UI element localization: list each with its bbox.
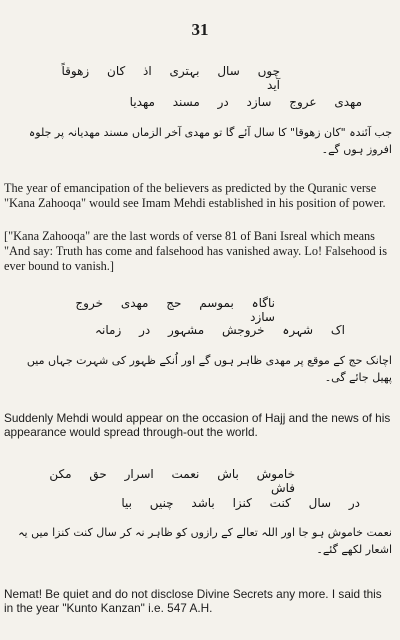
english-translation: Nemat! Be quiet and do not disclose Divine Secrets any more. I said this in the year "Kunto Kanzan" i.e. 547 A.H. <box>4 587 382 616</box>
page-number: 31 <box>191 20 209 39</box>
urdu-verse-line: مھدی عروج سازد در مسند مھدیا <box>129 95 362 109</box>
english-translation: Suddenly Mehdi would appear on the occasion of Hajj and the news of his appearance would spread through-out the world. <box>4 411 391 440</box>
english-translation: The year of emancipation of the believers as predicted by the Quranic verse "Kana Zahooqa" would see Imam Mehdi established in his position of power. <box>4 181 386 210</box>
urdu-verse-line: خاموش باش نعمت اسرار حق مکن فاش <box>49 467 295 495</box>
urdu-verse-line: چوں سال بہتری اذ کان زھوقاً آید <box>61 64 280 92</box>
urdu-verse-line: در سال کنت کنزا باشد چنیں بیا <box>121 496 360 510</box>
urdu-prose: نعمت خاموش ہو جا اور اللہ تعالے کے رازوں کو ظاہر نہ کر سال کنت کنزا میں یہ اشعار لکھے گئے۔ <box>18 526 392 557</box>
english-footnote: ["Kana Zahooqa" are the last words of verse 81 of Bani Isreal which means "And say: Truth has come and falsehood has vanished away. Lo! Falsehood is ever bound to vanish.] <box>4 229 387 273</box>
urdu-verse-line: اک شہرہ خروجش مشہور در زمانہ <box>95 323 345 337</box>
urdu-verse-line: ناگاہ بموسم حج مھدی خروج سازد <box>75 296 275 324</box>
urdu-prose: اچانک حج کے موقع پر مھدی ظاہر ہوں گے اور اُنکے ظہور کی شہرت جہاں میں پھیل جائے گی۔ <box>26 354 392 385</box>
urdu-prose: جب آئندہ "کان زھوقا" کا سال آئے گا تو مھدی آخر الزماں مسند مھدیانہ پر جلوہ افروز ہوں گے۔ <box>28 126 392 157</box>
